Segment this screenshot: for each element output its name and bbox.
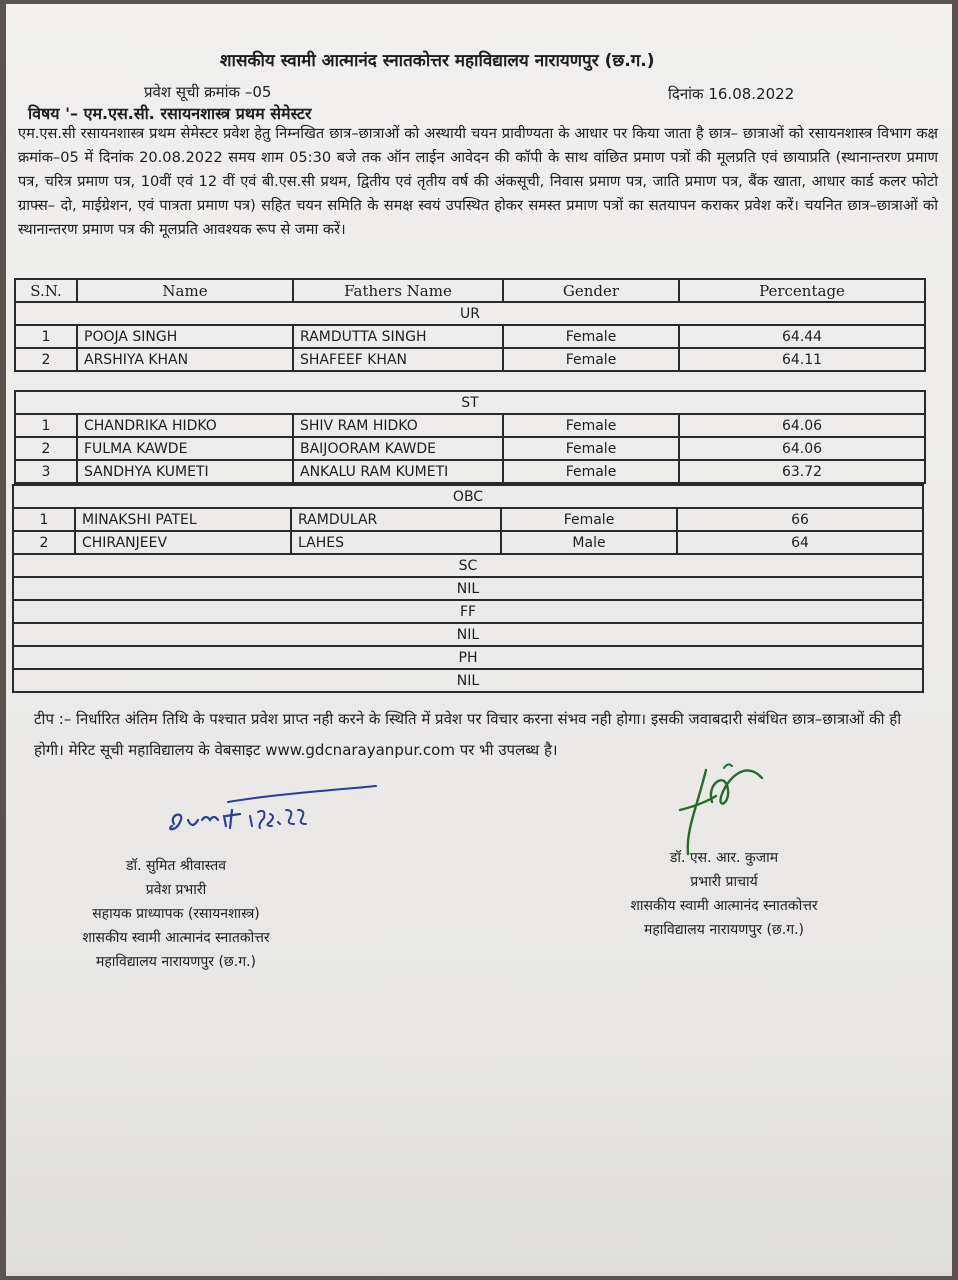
cell-gender: Female	[503, 348, 679, 371]
signatory-org-location: महाविद्यालय नारायणपुर (छ.ग.)	[96, 954, 256, 970]
signature-block-right	[594, 846, 854, 942]
table-header-row	[15, 279, 925, 302]
cell-sn: 3	[15, 460, 77, 483]
category-row-sc	[13, 554, 923, 577]
signatory-org: शासकीय स्वामी आत्मानंद स्नातकोत्तर	[630, 898, 818, 914]
table-row	[15, 414, 925, 437]
cell-father: RAMDULAR	[291, 508, 501, 531]
signature-block-left	[46, 854, 306, 974]
signatory-name: डॉ. एस. आर. कुजाम	[669, 850, 779, 866]
cell-father: BAIJOORAM KAWDE	[293, 437, 503, 460]
cell-name: CHIRANJEEV	[75, 531, 291, 554]
merit-table-st	[14, 390, 926, 484]
cell-sn: 2	[15, 348, 77, 371]
header-fathers-name: Fathers Name	[293, 279, 503, 302]
cell-sn: 2	[13, 531, 75, 554]
cell-sn: 1	[13, 508, 75, 531]
document-date: दिनांक 16.08.2022	[668, 85, 795, 103]
nil-value: NIL	[13, 577, 923, 600]
category-label: ST	[15, 391, 925, 414]
category-label: UR	[15, 302, 925, 325]
subject-line: विषय '– एम.एस.सी. रसायनशास्त्र प्रथम सेमेस्टर	[28, 104, 312, 123]
nil-row	[13, 623, 923, 646]
signatory-designation: सहायक प्राध्यापक (रसायनशास्त्र)	[92, 906, 260, 922]
cell-father: SHAFEEF KHAN	[293, 348, 503, 371]
cell-sn: 1	[15, 414, 77, 437]
nil-row	[13, 577, 923, 600]
header-gender: Gender	[503, 279, 679, 302]
nil-value: NIL	[13, 669, 923, 692]
cell-name: MINAKSHI PATEL	[75, 508, 291, 531]
merit-list-number: प्रवेश सूची क्रमांक –05	[144, 83, 272, 101]
table-row	[15, 348, 925, 371]
nil-value: NIL	[13, 623, 923, 646]
cell-name: ARSHIYA KHAN	[77, 348, 293, 371]
cell-gender: Female	[503, 414, 679, 437]
tip-note: टीप :– निर्धारित अंतिम तिथि के पश्चात प्रवेश प्राप्त नही करने के स्थिति में प्रवेश पर विचार करना संभव नही होगा। इसकी जवाबदारी संबंधित छात्र–छात्राओं की ही होगी। मेरिट सूची महाविद्यालय के वेबसाइट www.gdcnarayanpur.com पर भी उपलब्ध है।	[34, 710, 902, 759]
cell-percentage: 63.72	[679, 460, 925, 483]
handwritten-signature-left	[166, 780, 386, 840]
signatory-org-location: महाविद्यालय नारायणपुर (छ.ग.)	[644, 922, 804, 938]
cell-gender: Female	[501, 508, 677, 531]
document-page	[6, 4, 952, 1276]
nil-row	[13, 669, 923, 692]
table-row	[13, 508, 923, 531]
cell-percentage: 64.06	[679, 437, 925, 460]
cell-father: RAMDUTTA SINGH	[293, 325, 503, 348]
handwritten-signature-right	[666, 750, 786, 860]
cell-name: FULMA KAWDE	[77, 437, 293, 460]
merit-table-obc-others	[12, 484, 924, 693]
cell-father: LAHES	[291, 531, 501, 554]
notice-paragraph: एम.एस.सी रसायनशास्त्र प्रथम सेमेस्टर प्रवेश हेतु निम्नखित छात्र–छात्राओं को अस्थायी चयन प्रावीण्यता के आधार पर किया जाता है छात्र– छात्राओं को रसायनशास्त्र विभाग कक्ष क्रमांक–05 में दिनांक 20.08.2022 समय शाम 05:30 बजे तक ऑन लाईन आवेदन की कॉपी के साथ वांछित प्रमाण पत्रों की मूलप्रति एवं छायाप्रति (स्थानान्तरण प्रमाण पत्र, चरित्र प्रमाण पत्र, 10वीं एवं 12 वीं एवं बी.एस.सी प्रथम, द्वितीय एवं तृतीय वर्ष की अंकसूची, निवास प्रमाण पत्र, जाति प्रमाण पत्र, बैंक खाता, आधार कार्ड कलर फोटो ग्राफ्स– दो, माईग्रेशन, एवं पात्रता प्रमाण पत्र) सहित चयन समिति के समक्ष स्वयं उपस्थित होकर समस्त प्रमाण पत्रों का सतयापन कराकर प्रवेश करें। चयनित छात्र–छात्राओं को स्थानान्तरण प्रमाण पत्र की मूलप्रति आवश्यक रूप से जमा करें।	[18, 125, 938, 238]
table-row	[15, 460, 925, 483]
category-row-st	[15, 391, 925, 414]
table-row	[15, 437, 925, 460]
cell-percentage: 64	[677, 531, 923, 554]
merit-table-ur	[14, 278, 926, 372]
cell-percentage: 64.44	[679, 325, 925, 348]
category-row-obc	[13, 485, 923, 508]
signatory-role: प्रवेश प्रभारी	[145, 882, 207, 898]
table-row	[13, 531, 923, 554]
cell-name: CHANDRIKA HIDKO	[77, 414, 293, 437]
paper-shadow	[6, 1044, 952, 1276]
header-percentage: Percentage	[679, 279, 925, 302]
cell-percentage: 66	[677, 508, 923, 531]
cell-gender: Female	[503, 325, 679, 348]
signatory-name: डॉ. सुमित श्रीवास्तव	[125, 858, 227, 874]
table-row	[15, 325, 925, 348]
cell-gender: Female	[503, 460, 679, 483]
header-sn: S.N.	[15, 279, 77, 302]
cell-percentage: 64.11	[679, 348, 925, 371]
cell-sn: 1	[15, 325, 77, 348]
cell-percentage: 64.06	[679, 414, 925, 437]
category-label: OBC	[13, 485, 923, 508]
category-label: FF	[13, 600, 923, 623]
cell-father: SHIV RAM HIDKO	[293, 414, 503, 437]
cell-gender: Female	[503, 437, 679, 460]
cell-name: SANDHYA KUMETI	[77, 460, 293, 483]
category-row-ff	[13, 600, 923, 623]
cell-sn: 2	[15, 437, 77, 460]
cell-father: ANKALU RAM KUMETI	[293, 460, 503, 483]
category-label: PH	[13, 646, 923, 669]
category-row-ur	[15, 302, 925, 325]
signatory-org: शासकीय स्वामी आत्मानंद स्नातकोत्तर	[82, 930, 270, 946]
category-label: SC	[13, 554, 923, 577]
college-title: शासकीय स्वामी आत्मानंद स्नातकोत्तर महाविद्यालय नारायणपुर (छ.ग.)	[220, 51, 655, 71]
category-row-ph	[13, 646, 923, 669]
cell-name: POOJA SINGH	[77, 325, 293, 348]
signatory-role: प्रभारी प्राचार्य	[690, 874, 758, 890]
cell-gender: Male	[501, 531, 677, 554]
header-name: Name	[77, 279, 293, 302]
